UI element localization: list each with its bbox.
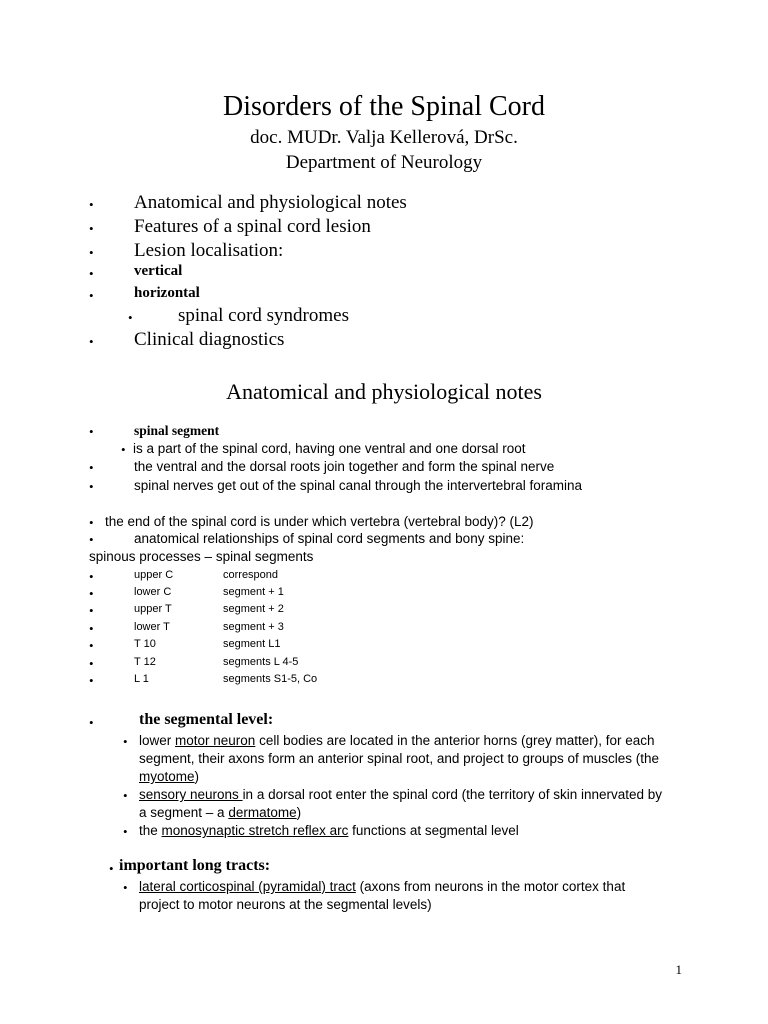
table-cell-segment: segment + 3 [223,621,284,633]
bullet: • [89,245,94,260]
table-cell-vertebra: upper T [134,603,172,615]
bullet: • [89,532,94,547]
bullet: • [89,460,94,475]
table-cell-segment: segments S1-5, Co [223,673,318,685]
segmental-point: the monosynaptic stretch reflex arc functions at segmental level [139,823,519,838]
tract-point-cont: project to motor neurons at the segmental levels) [139,897,432,912]
term-reflex-arc: monosynaptic stretch reflex arc [161,823,349,838]
table-cell-vertebra: lower C [134,586,172,598]
term-myotome: myotome [139,769,195,784]
department-line: Department of Neurology [285,152,483,173]
bullet: • [89,621,94,636]
term-sensory-neurons: sensory neurons [139,787,243,802]
outline-item: spinal cord syndromes [178,305,349,326]
table-cell-segment: segment + 1 [223,586,284,598]
segment-point: the ventral and the dorsal roots join together and form the spinal nerve [134,459,555,474]
bullet: • [89,197,94,212]
bullet: • [89,638,94,653]
bullet: • [89,586,94,601]
outline-item: Features of a spinal cord lesion [134,216,371,237]
bullet: • [109,861,114,876]
term-motor-neuron: motor neuron [175,733,256,748]
term-dermatome: dermatome [228,805,297,820]
segmental-point-cont: segment, their axons form an anterior spinal root, and project to groups of muscles (the [139,751,660,766]
bullet: • [121,442,126,457]
bullet: • [123,880,128,895]
bullet: • [123,788,128,803]
outline-item: Clinical diagnostics [134,329,285,350]
table-cell-segment: segments L 4-5 [223,656,299,668]
document-title: Disorders of the Spinal Cord [223,91,545,122]
tract-point: lateral corticospinal (pyramidal) tract (axons from neurons in the motor cortex that [139,879,626,894]
spinal-segment-label: spinal segment [134,423,220,438]
bullet: • [89,603,94,618]
bullet: • [89,656,94,671]
table-cell-vertebra: L 1 [134,673,149,685]
bullet: • [89,424,94,439]
segmental-point-cont: myotome) [139,769,200,784]
term-corticospinal-tract: lateral corticospinal (pyramidal) tract [139,879,356,894]
bullet: • [89,515,94,530]
bullet: • [89,266,94,281]
tracts-heading: important long tracts: [119,857,271,874]
bullet: • [89,715,94,730]
section-heading: Anatomical and physiological notes [226,379,542,404]
outline-item: Lesion localisation: [134,240,284,261]
bullet: • [89,673,94,688]
segment-point: is a part of the spinal cord, having one ventral and one dorsal root [133,441,526,456]
outline-item: Anatomical and physiological notes [134,192,407,213]
table-cell-segment: correspond [223,569,279,581]
spinous-line: spinous processes – spinal segments [89,549,314,564]
bullet: • [89,569,94,584]
page-number: 1 [675,962,682,977]
table-cell-vertebra: lower T [134,621,170,633]
outline-item: horizontal [134,285,200,301]
table-cell-vertebra: T 10 [134,638,156,650]
table-cell-segment: segment L1 [223,638,281,650]
segment-point: spinal nerves get out of the spinal canal through the intervertebral foramina [134,478,583,493]
segmental-point: sensory neurons in a dorsal root enter the spinal cord (the territory of skin innervated by [139,787,663,802]
segmental-point-cont: a segment – a dermatome) [139,805,302,820]
end-question: the end of the spinal cord is under which vertebra (vertebral body)? (L2) [105,514,534,529]
bullet: • [89,221,94,236]
table-cell-segment: segment + 2 [223,603,284,615]
author-line: doc. MUDr. Valja Kellerová, DrSc. [250,127,518,148]
bullet: • [128,310,133,325]
bullet: • [123,734,128,749]
bullet: • [123,824,128,839]
segmental-heading: the segmental level: [139,711,274,728]
bullet: • [89,334,94,349]
outline-item: vertical [134,263,183,279]
relationships-line: anatomical relationships of spinal cord segments and bony spine: [134,531,525,546]
bullet: • [89,288,94,303]
bullet: • [89,479,94,494]
table-cell-vertebra: upper C [134,569,174,581]
segmental-point: lower motor neuron cell bodies are located in the anterior horns (grey matter), for each [139,733,655,748]
table-cell-vertebra: T 12 [134,656,156,668]
